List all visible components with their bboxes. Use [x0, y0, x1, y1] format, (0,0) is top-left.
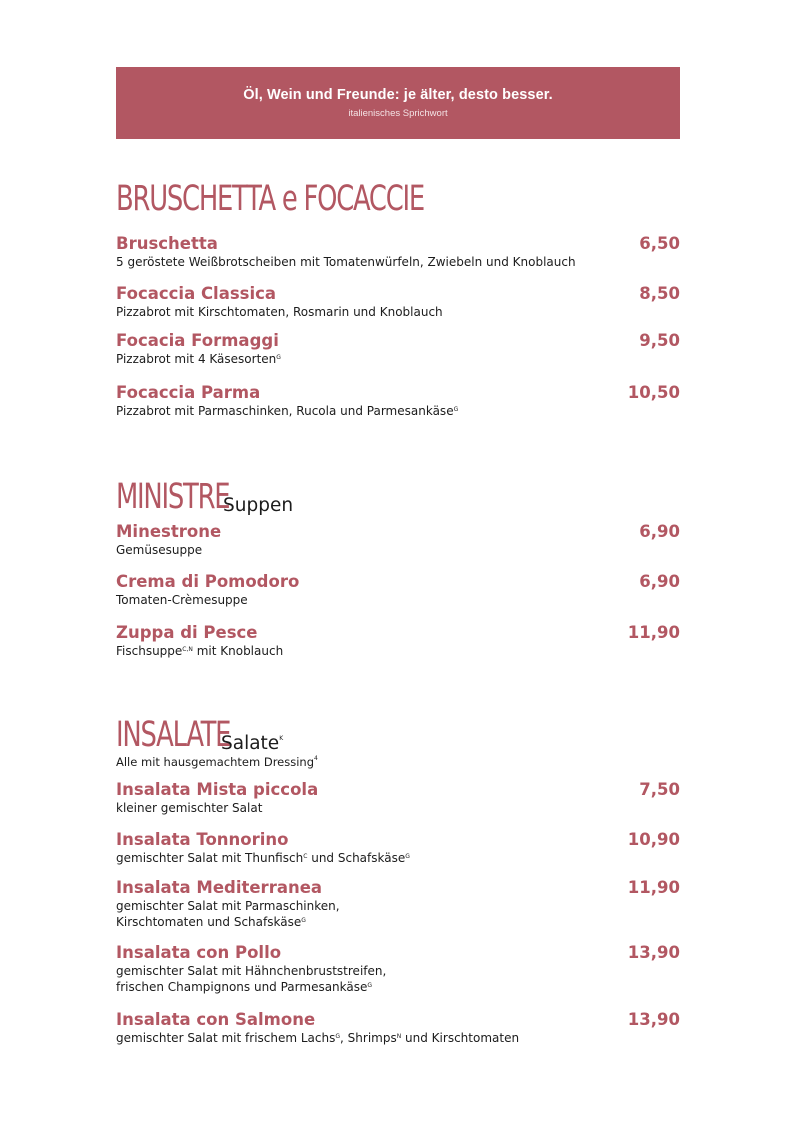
item-name: Focacia Formaggi	[116, 331, 279, 350]
allergen-mark: G	[301, 917, 306, 924]
item-price: 7,50	[639, 780, 680, 799]
menu-item	[116, 830, 680, 866]
item-name: Crema di Pomodoro	[116, 572, 300, 591]
item-description: kleiner gemischter Salat	[116, 801, 263, 815]
description-text: Pizzabrot mit 4 Käsesorten	[116, 352, 277, 366]
item-price: 10,50	[627, 383, 680, 402]
section-insalate	[116, 715, 680, 1045]
item-description: 5 geröstete Weißbrotscheiben mit Tomatenwürfeln, Zwiebeln und Knoblauch	[116, 255, 576, 269]
menu-item	[116, 331, 680, 367]
item-description: gemischter Salat mit Parmaschinken,	[116, 899, 340, 913]
allergen-mark: C	[303, 853, 308, 860]
allergen-mark: G	[276, 354, 281, 361]
allergen-mark: G	[405, 853, 410, 860]
item-name: Zuppa di Pesce	[116, 623, 258, 642]
menu-item	[116, 878, 680, 930]
allergen-mark: 4	[314, 755, 318, 762]
allergen-mark: K	[279, 735, 284, 742]
item-description	[116, 643, 680, 659]
item-description	[116, 850, 680, 866]
menu-item	[116, 284, 680, 320]
section-header	[116, 716, 680, 756]
item-name: Insalata Mista piccola	[116, 780, 319, 799]
menu-item	[116, 383, 680, 419]
item-description	[116, 1030, 680, 1046]
item-description	[116, 351, 680, 367]
item-price: 13,90	[627, 943, 680, 962]
section-note	[116, 755, 680, 769]
allergen-mark: N	[396, 1033, 402, 1040]
item-price: 10,90	[627, 830, 680, 849]
allergen-mark: G	[453, 406, 459, 413]
item-name: Minestrone	[116, 522, 222, 541]
item-price: 11,90	[627, 623, 680, 642]
item-name: Insalata con Pollo	[116, 943, 282, 962]
description-text: gemischter Salat mit frischem Lachs	[116, 1031, 336, 1045]
item-name: Insalata Tonnorino	[116, 830, 289, 849]
section-ministre	[116, 477, 680, 658]
item-name: Focaccia Parma	[116, 383, 261, 402]
item-name: Insalata con Salmone	[116, 1010, 316, 1029]
allergen-mark: C,N	[182, 646, 193, 653]
menu-item	[116, 943, 680, 995]
item-name: Focaccia Classica	[116, 284, 277, 303]
banner-source: italienisches Sprichwort	[348, 108, 448, 119]
item-price: 9,50	[639, 331, 680, 350]
description-text: mit Knoblauch	[192, 644, 284, 658]
section-title: BRUSCHETTA e FOCACCIE	[116, 179, 424, 219]
item-price: 6,50	[639, 234, 680, 253]
description-text: gemischter Salat mit Thunfisch	[116, 851, 304, 865]
section-header	[116, 478, 680, 518]
section-header	[116, 180, 680, 220]
section-subtitle	[221, 733, 283, 754]
item-description: Tomaten-Crèmesuppe	[116, 593, 248, 607]
description-text: , Shrimps	[340, 1031, 397, 1045]
item-price: 13,90	[627, 1010, 680, 1029]
quote-banner	[116, 67, 680, 139]
section-title: INSALATE	[116, 715, 231, 755]
section-title: MINISTRE	[116, 477, 230, 517]
subtitle-text: Salate	[221, 733, 280, 754]
section-subtitle: Suppen	[223, 495, 294, 516]
item-description	[116, 403, 680, 419]
allergen-mark: G	[335, 1033, 341, 1040]
description-text: und Kirschtomaten	[401, 1031, 520, 1045]
section-bruschetta	[116, 179, 680, 418]
menu-item	[116, 780, 680, 816]
banner-quote: Öl, Wein und Freunde: je älter, desto besser.	[243, 87, 553, 103]
item-price: 11,90	[627, 878, 680, 897]
description-text: Fischsuppe	[116, 644, 183, 658]
description-text: und Schafskäse	[307, 851, 406, 865]
description-text: Pizzabrot mit Parmaschinken, Rucola und Parmesankäse	[116, 404, 454, 418]
note-text: Alle mit hausgemachtem Dressing	[116, 755, 315, 769]
menu-item	[116, 572, 680, 608]
allergen-mark: G	[367, 982, 373, 989]
item-price: 6,90	[639, 572, 680, 591]
item-name: Insalata Mediterranea	[116, 878, 323, 897]
item-description: Gemüsesuppe	[116, 543, 203, 557]
item-description: gemischter Salat mit Hähnchenbruststreifen,	[116, 964, 387, 978]
item-price: 8,50	[639, 284, 680, 303]
menu-item	[116, 522, 680, 558]
menu-item	[116, 234, 680, 270]
menu-item	[116, 1010, 680, 1046]
item-name: Bruschetta	[116, 234, 218, 253]
item-price: 6,90	[639, 522, 680, 541]
description-text: frischen Champignons und Parmesankäse	[116, 980, 368, 994]
menu-item	[116, 623, 680, 659]
item-description: Pizzabrot mit Kirschtomaten, Rosmarin und Knoblauch	[116, 305, 443, 319]
item-description	[116, 979, 680, 995]
description-text: Kirschtomaten und Schafskäse	[116, 915, 302, 929]
item-description	[116, 914, 680, 930]
